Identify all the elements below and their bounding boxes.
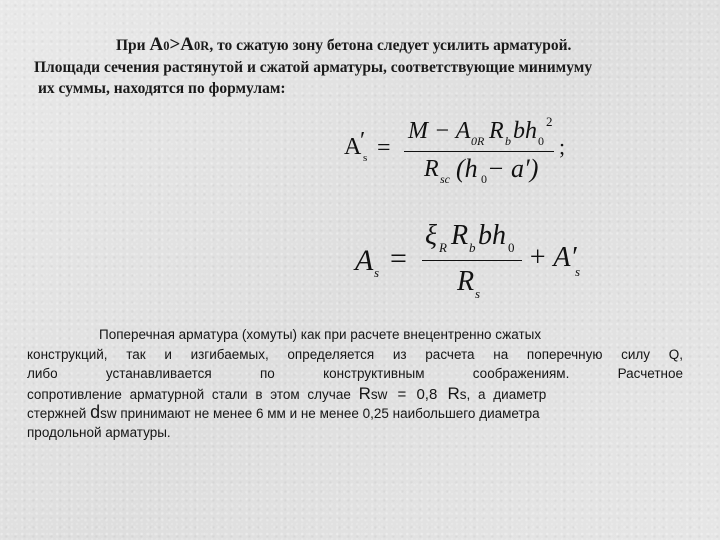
intro-line1-post: , то сжатую зону бетона следует усилить арматурой. bbox=[209, 37, 572, 54]
para-line5-post: принимают не менее 6 мм и не менее 0,25 наибольшего диаметра bbox=[116, 406, 540, 421]
f1-lhs-prime: ′ bbox=[360, 128, 366, 154]
f2-num-sub-r: R bbox=[439, 240, 447, 255]
intro-line-1 bbox=[34, 34, 686, 57]
intro-symbol-a-r: A bbox=[180, 34, 195, 55]
intro-subscript-0: 0 bbox=[163, 39, 170, 53]
f1-num-bh: bh bbox=[513, 118, 537, 144]
intro-line-2: Площади сечения растянутой и сжатой арматуры, соответствующие минимуму bbox=[34, 59, 593, 76]
f2-den-sub-s: s bbox=[475, 286, 481, 301]
intro-subscript-0r: 0R bbox=[194, 39, 210, 53]
f2-plus-a-prime: + A′ bbox=[528, 242, 577, 273]
f1-lhs-a: A bbox=[344, 134, 362, 160]
f1-num-sub-b: b bbox=[505, 134, 511, 148]
f1-fraction-bar bbox=[404, 151, 554, 152]
f1-num-r: R bbox=[489, 118, 504, 144]
para-subscript-d-sw: sw bbox=[100, 406, 117, 421]
f2-num-sub-0: 0 bbox=[508, 240, 515, 255]
intro-line1-pre: При bbox=[116, 37, 150, 54]
f2-plus-sub-s: s bbox=[575, 264, 581, 279]
formula-tensile-reinforcement bbox=[355, 220, 605, 304]
para-line4-pre: сопротивление арматурной стали в этом случае bbox=[27, 386, 359, 402]
para-symbol-r-sw: R bbox=[358, 383, 371, 403]
intro-text bbox=[34, 34, 686, 99]
para-value-0-8: = 0,8 bbox=[387, 385, 448, 403]
para-line-3-text: либо устанавливается по конструктивным соображениям. Расчетное bbox=[27, 366, 683, 381]
f2-num-sub-b: b bbox=[469, 240, 476, 255]
f2-num-bh: bh bbox=[478, 220, 506, 251]
f2-lhs-sub: s bbox=[374, 265, 380, 280]
para-line5-pre: стержней bbox=[27, 406, 91, 421]
f2-lhs-a: A bbox=[355, 244, 374, 277]
intro-greater-than: > bbox=[169, 34, 181, 55]
f2-den-r: R bbox=[457, 266, 475, 297]
para-subscript-s: s bbox=[459, 386, 467, 402]
f2-num-xi: ξ bbox=[425, 220, 437, 251]
f1-den-sub-0: 0 bbox=[481, 172, 487, 186]
para-line-3 bbox=[27, 364, 683, 384]
f1-equals: = bbox=[377, 135, 391, 161]
formula-compressed-reinforcement bbox=[344, 114, 584, 188]
para-line4-post: , а диаметр bbox=[466, 386, 547, 402]
para-line-1: Поперечная арматура (хомуты) как при расчете внецентренно сжатых bbox=[99, 327, 542, 342]
para-line-4 bbox=[27, 384, 683, 404]
para-line-2: конструкций, так и изгибаемых, определяется из расчета на поперечную силу Q, bbox=[27, 346, 683, 362]
f1-den-h: (h bbox=[456, 154, 478, 183]
f1-num-m-a: M − A bbox=[408, 118, 471, 144]
f1-den-r: R bbox=[424, 156, 439, 182]
f1-den-rest: − a′) bbox=[487, 154, 539, 183]
f1-semicolon: ; bbox=[559, 134, 566, 159]
para-symbol-r-s: R bbox=[447, 383, 460, 403]
f1-den-sub-sc: sc bbox=[440, 172, 450, 186]
f1-num-sup-2: 2 bbox=[546, 114, 553, 129]
f1-num-sub-0: 0 bbox=[538, 134, 544, 148]
para-line-5 bbox=[27, 403, 683, 423]
transverse-reinforcement-paragraph bbox=[27, 325, 683, 442]
f2-num-r: R bbox=[451, 220, 469, 251]
f1-num-sub-0r: 0R bbox=[471, 134, 485, 148]
para-line-6: продольной арматуры. bbox=[27, 424, 171, 440]
para-symbol-d-sw: d bbox=[90, 402, 101, 422]
f2-fraction-bar bbox=[422, 260, 522, 261]
para-subscript-sw: sw bbox=[370, 386, 388, 402]
f2-equals: = bbox=[390, 242, 407, 275]
intro-line-3: их суммы, находятся по формулам: bbox=[38, 80, 286, 97]
f1-lhs-sub: s bbox=[363, 152, 368, 164]
intro-symbol-a: A bbox=[149, 34, 164, 55]
